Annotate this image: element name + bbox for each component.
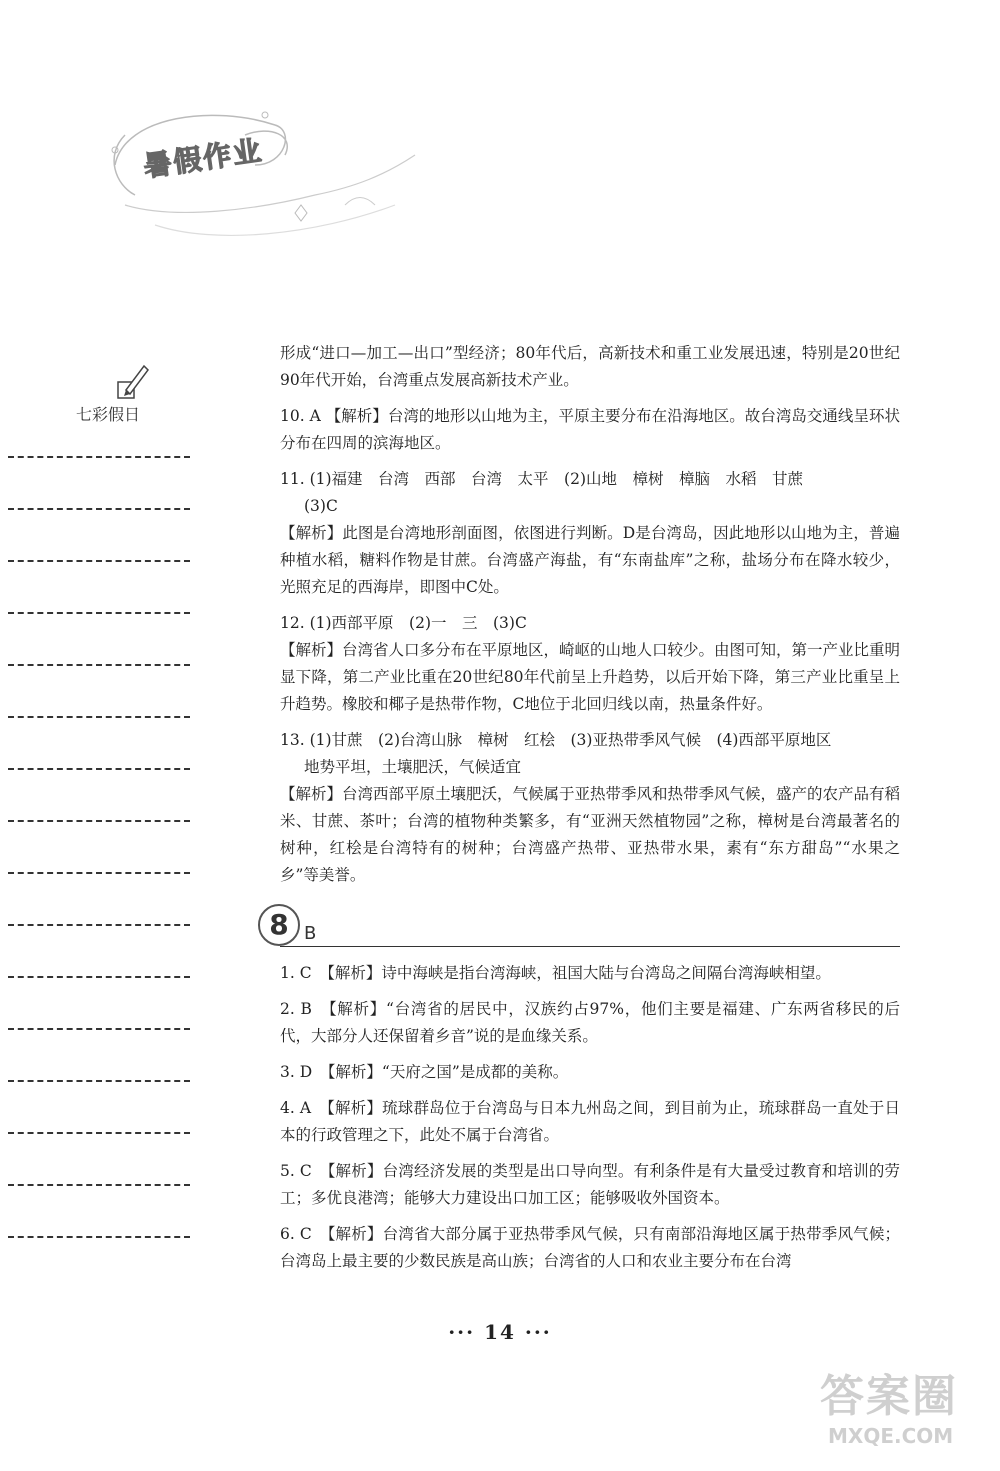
section-letter: B xyxy=(304,923,317,944)
question-13 xyxy=(280,727,900,889)
section-divider xyxy=(280,946,900,947)
pen-icon xyxy=(112,360,152,404)
question-12 xyxy=(280,610,900,718)
page-number: ··· 14 ··· xyxy=(448,1320,552,1344)
note-line xyxy=(8,872,190,874)
q11-analysis: 【解析】此图是台湾地形剖面图，依图进行判断。D是台湾岛，因此地形以山地为主，普遍种植水稻，糖料作物是甘蔗。台湾盛产海盐，有“东南盐库”之称，盐场分布在降水较少，光照充足的西海岸，即图中C处。 xyxy=(280,524,900,596)
answer-content xyxy=(269,340,901,1284)
header-title: 暑假作业 xyxy=(141,133,265,184)
watermark-url: MXQE.COM xyxy=(828,1424,954,1448)
answer-4: 4. A 【解析】琉球群岛位于台湾岛与日本九州岛之间，到目前为止，琉球群岛一直处于日本的行政管理之下，此处不属于台湾省。 xyxy=(280,1099,900,1144)
intro-paragraph: 形成“进口—加工—出口”型经济；80年代后，高新技术和重工业发展迅速，特别是20世纪90年代开始，台湾重点发展高新技术产业。 xyxy=(280,344,900,389)
answer-2: 2. B 【解析】“台湾省的居民中，汉族约占97%，他们主要是福建、广东两省移民的后代，大部分人还保留着乡音”说的是血缘关系。 xyxy=(280,1000,900,1045)
watermark-logo: 答案圈 xyxy=(820,1371,958,1422)
q12-analysis: 【解析】台湾省人口多分布在平原地区，崎岖的山地人口较少。由图可知，第一产业比重明显下降，第二产业比重在20世纪80年代前呈上升趋势，以后开始下降，第三产业比重呈上升趋势。橡胶和椰子是热带作物，C地位于北回归线以南，热量条件好。 xyxy=(280,641,901,713)
section-marker xyxy=(269,898,900,956)
answer-3: 3. D 【解析】“天府之国”是成都的美称。 xyxy=(280,1063,569,1081)
question-10: 10. A 【解析】台湾的地形以山地为主，平原主要分布在沿海地区。故台湾岛交通线呈环状分布在四周的滨海地区。 xyxy=(280,407,900,452)
watermark xyxy=(820,1360,958,1448)
header-badge xyxy=(95,95,425,255)
note-line xyxy=(8,508,190,510)
q11-answer-2: (3)C xyxy=(304,497,338,515)
q13-analysis: 【解析】台湾西部平原土壤肥沃，气候属于亚热带季风和热带季风气候，盛产的农产品有稻米、甘蔗、茶叶；台湾的植物种类繁多，有“亚洲天然植物园”之称，樟树是台湾最著名的树种，红桧是台湾特有的树种；台湾盛产热带、亚热带水果，素有“东方甜岛”“水果之乡”等美誉。 xyxy=(280,785,901,884)
note-line xyxy=(8,456,190,458)
note-line xyxy=(8,976,190,978)
section-number: 8 xyxy=(258,904,300,946)
q13-answer: 13. (1)甘蔗 (2)台湾山脉 樟树 红桧 (3)亚热带季风气候 (4)西部平原地区 xyxy=(280,731,832,749)
note-line xyxy=(8,1236,190,1238)
note-line xyxy=(8,1080,190,1082)
sidebar xyxy=(0,360,200,1260)
question-11 xyxy=(280,466,900,601)
answer-6: 6. C 【解析】台湾省大部分属于亚热带季风气候，只有南部沿海地区属于热带季风气候；台湾岛上最主要的少数民族是高山族；台湾省的人口和农业主要分布在台湾 xyxy=(280,1225,900,1270)
note-line xyxy=(8,1028,190,1030)
note-line xyxy=(8,664,190,666)
q13-answer-2: 地势平坦，土壤肥沃，气候适宜 xyxy=(304,758,522,776)
note-line xyxy=(8,1184,190,1186)
q11-answer: 11. (1)福建 台湾 西部 台湾 太平 (2)山地 樟树 樟脑 水稻 甘蔗 xyxy=(280,470,803,488)
note-line xyxy=(8,612,190,614)
note-line xyxy=(8,820,190,822)
note-line xyxy=(8,924,190,926)
q12-answer: 12. (1)西部平原 (2)一 三 (3)C xyxy=(280,614,527,632)
note-line xyxy=(8,1132,190,1134)
note-line xyxy=(8,716,190,718)
note-line xyxy=(8,560,190,562)
answer-1: 1. C 【解析】诗中海峡是指台湾海峡，祖国大陆与台湾岛之间隔台湾海峡相望。 xyxy=(280,964,831,982)
answer-5: 5. C 【解析】台湾经济发展的类型是出口导向型。有利条件是有大量受过教育和培训的劳工；多优良港湾；能够大力建设出口加工区；能够吸收外国资本。 xyxy=(280,1162,900,1207)
note-line xyxy=(8,768,190,770)
sidebar-label: 七彩假日 xyxy=(76,405,141,424)
